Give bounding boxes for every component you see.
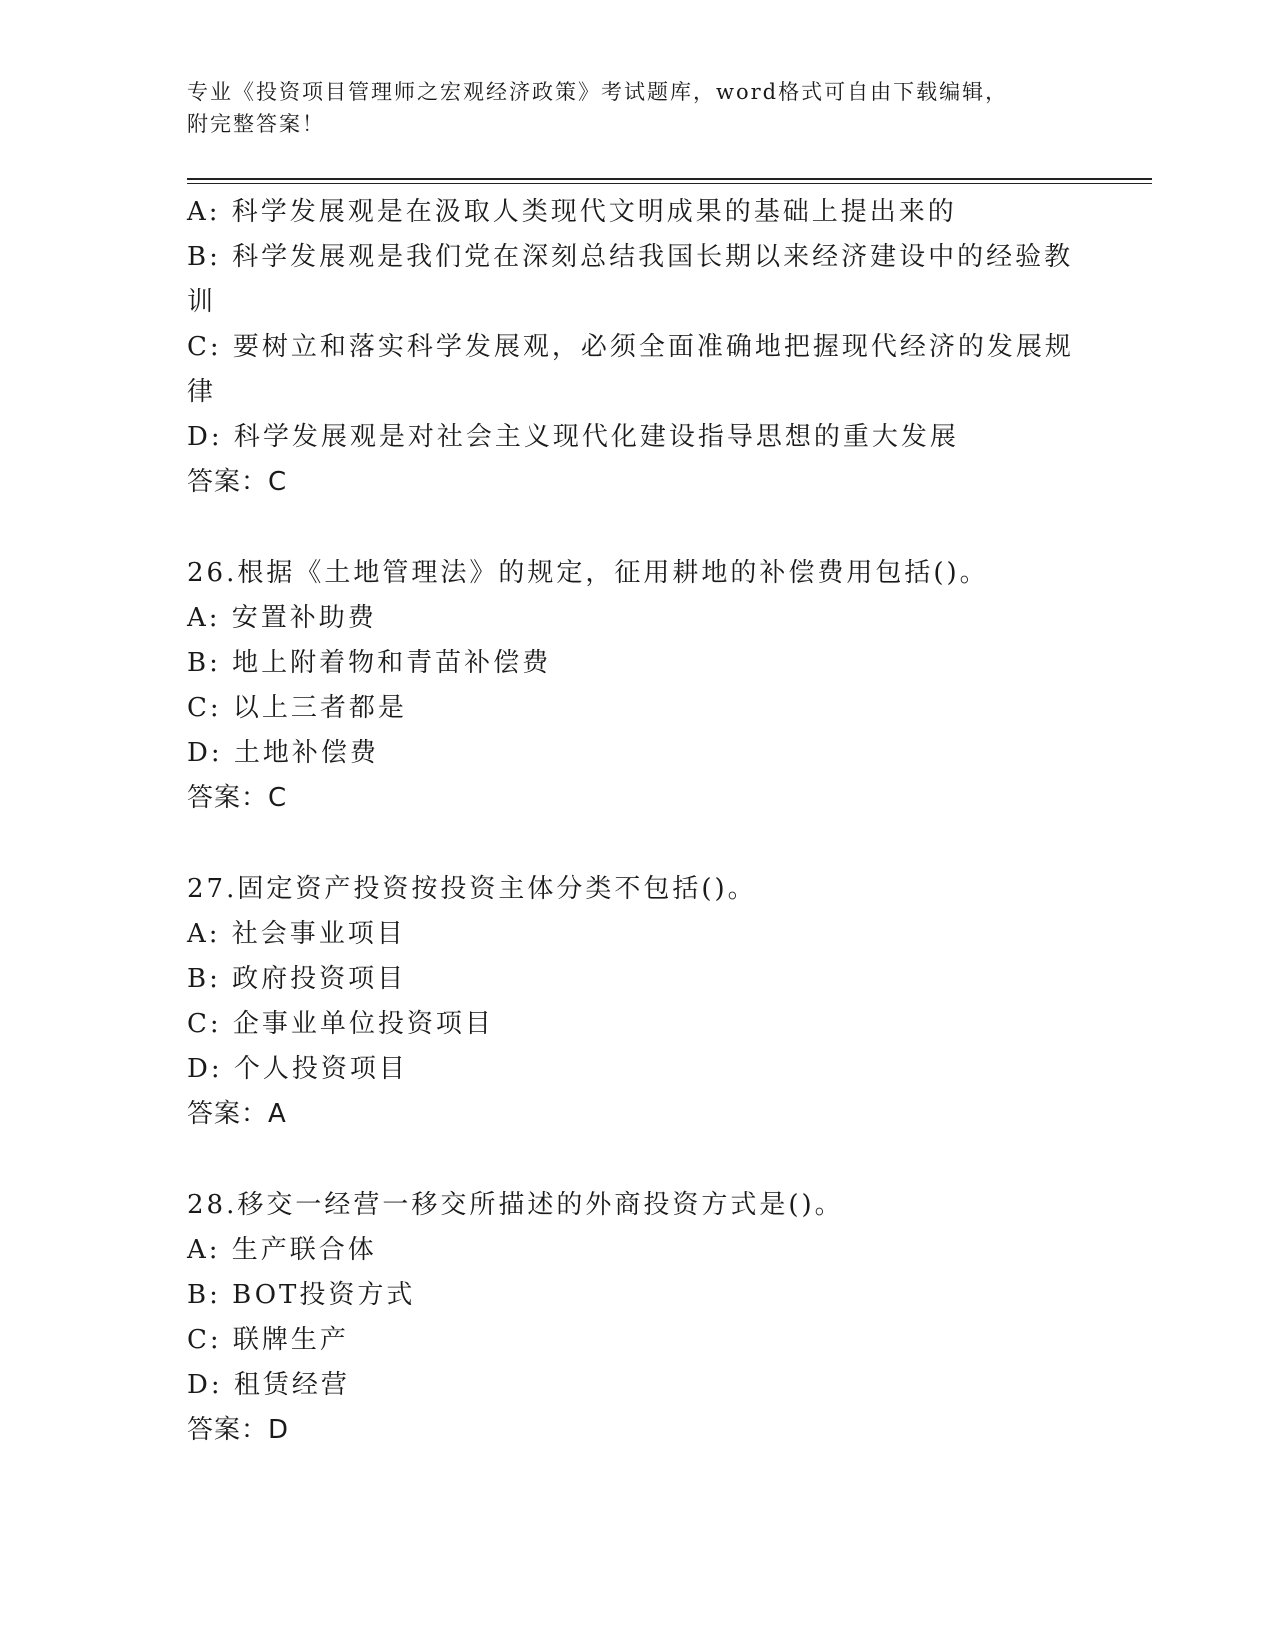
option-c: C: 以上三者都是 xyxy=(187,693,407,723)
header-line-1: 专业《投资项目管理师之宏观经济政策》考试题库，word格式可自由下载编辑， xyxy=(187,80,1009,104)
option-c: C: 要树立和落实科学发展观，必须全面准确地把握现代经济的发展规 xyxy=(187,332,1074,362)
answer: 答案：A xyxy=(187,1099,287,1129)
spacer xyxy=(187,1137,1087,1183)
question-block-25 xyxy=(187,190,1087,505)
option-d: D: 科学发展观是对社会主义现代化建设指导思想的重大发展 xyxy=(187,422,959,452)
question-block-28 xyxy=(187,1183,1087,1453)
spacer xyxy=(187,505,1087,551)
option-c: C: 企事业单位投资项目 xyxy=(187,1009,494,1039)
document-header xyxy=(187,76,1087,140)
header-line-2: 附完整答案！ xyxy=(187,112,325,136)
option-c-continued: 律 xyxy=(187,377,217,407)
option-a: A: 生产联合体 xyxy=(187,1235,377,1265)
answer: 答案：D xyxy=(187,1415,290,1445)
answer: 答案：C xyxy=(187,783,288,813)
question-block-26 xyxy=(187,551,1087,821)
option-d: D: 土地补偿费 xyxy=(187,738,379,768)
option-c: C: 联牌生产 xyxy=(187,1325,349,1355)
question-text: 26.根据《土地管理法》的规定，征用耕地的补偿费用包括()。 xyxy=(187,558,989,588)
option-b: B: BOT投资方式 xyxy=(187,1280,416,1310)
option-b: B: 地上附着物和青苗补偿费 xyxy=(187,648,552,678)
question-block-27 xyxy=(187,867,1087,1137)
option-a: A: 安置补助费 xyxy=(187,603,377,633)
spacer xyxy=(187,821,1087,867)
header-divider-thin xyxy=(187,183,1152,184)
answer: 答案：C xyxy=(187,467,288,497)
question-list xyxy=(187,190,1087,1453)
option-d: D: 租赁经营 xyxy=(187,1370,350,1400)
option-a: A: 社会事业项目 xyxy=(187,919,406,949)
question-text: 28.移交一经营一移交所描述的外商投资方式是()。 xyxy=(187,1190,844,1220)
option-d: D: 个人投资项目 xyxy=(187,1054,408,1084)
option-b-continued: 训 xyxy=(187,287,217,317)
question-text: 27.固定资产投资按投资主体分类不包括()。 xyxy=(187,874,757,904)
option-b: B: 政府投资项目 xyxy=(187,964,407,994)
option-b: B: 科学发展观是我们党在深刻总结我国长期以来经济建设中的经验教 xyxy=(187,242,1074,272)
option-a: A: 科学发展观是在汲取人类现代文明成果的基础上提出来的 xyxy=(187,197,957,227)
header-divider-thick xyxy=(187,178,1152,180)
